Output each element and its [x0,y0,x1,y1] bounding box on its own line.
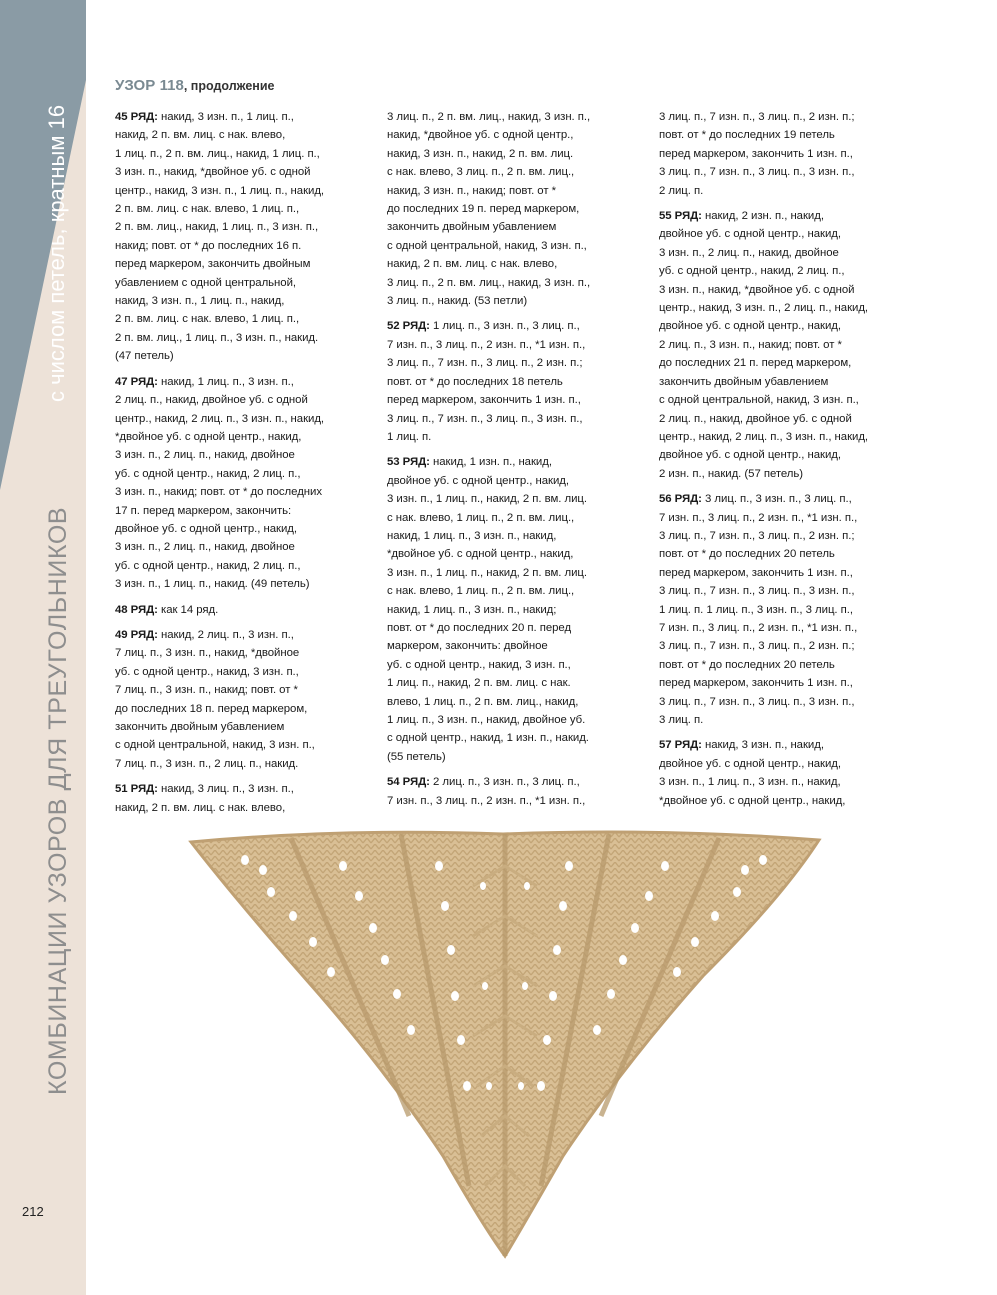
row-text: 3 лиц. п., накид. (53 петли) [387,295,528,308]
instruction-line [115,391,373,409]
row-text: накид, 2 п. вм. лиц. с нак. влево, [115,801,286,814]
instruction-line [387,582,645,600]
instruction-line [387,773,645,791]
instruction-line [115,446,373,464]
sidebar-accent-triangle [0,0,86,490]
instruction-line [659,145,917,163]
instruction-line [387,748,645,766]
row-text: 1 лиц. п. [387,430,432,443]
row-text: перед маркером, закончить 1 изн. п., [659,147,853,160]
instruction-line [387,564,645,582]
instruction-row [387,317,645,446]
row-text: 3 изн. п., 1 лиц. п., накид. (49 петель) [115,578,310,591]
row-label: 56 РЯД: [659,493,702,506]
row-text: накид, 2 лиц. п., 3 изн. п., [161,628,294,641]
row-text: 3 лиц. п., 7 изн. п., 3 лиц. п., 2 изн. п.; [659,529,855,542]
row-text: двойное уб. с одной центр., накид, [659,449,841,462]
instruction-line [387,182,645,200]
row-text: уб. с одной центр., накид, 3 изн. п., [115,665,299,678]
row-label: 55 РЯД: [659,210,702,223]
row-text: накид, 1 лиц. п., 3 изн. п., накид, [387,529,557,542]
instruction-line [115,465,373,483]
instruction-line [659,490,917,508]
instruction-line [115,601,373,619]
row-text: 3 изн. п., накид; повт. от * до последних [115,486,322,499]
instruction-line [387,601,645,619]
instruction-line [387,545,645,563]
row-text: перед маркером, закончить 1 изн. п., [387,394,581,407]
instruction-line [387,317,645,335]
row-text: накид, 2 п. вм. лиц. с нак. влево, [115,129,286,142]
instruction-line [659,619,917,637]
row-text: повт. от * до последних 18 петель [387,375,563,388]
instruction-line [387,274,645,292]
instruction-line [659,428,917,446]
instruction-line [115,575,373,593]
row-label: 52 РЯД: [387,320,430,333]
row-text: 2 лиц. п. [659,184,704,197]
instruction-line [115,182,373,200]
instruction-line [659,262,917,280]
row-text: 1 лиц. п. 1 лиц. п., 3 изн. п., 3 лиц. п., [659,603,854,616]
row-text: повт. от * до последних 20 п. перед [387,621,572,634]
instruction-row [387,773,645,810]
row-text: перед маркером, закончить 1 изн. п., [659,677,853,690]
instruction-line [659,755,917,773]
row-text: накид, 3 изн. п., накид; повт. от * [387,184,556,197]
row-text: накид, 2 п. вм. лиц. с нак. влево, [387,258,558,271]
instruction-row [659,207,917,483]
instruction-line [115,557,373,575]
row-text: уб. с одной центр., накид, 2 лиц. п., [659,265,845,278]
instruction-line [659,299,917,317]
instruction-line [115,200,373,218]
instruction-line [115,108,373,126]
instruction-line [115,255,373,273]
row-text: уб. с одной центр., накид, 3 изн. п., [387,658,571,671]
sidebar [0,0,86,1295]
instruction-line [659,527,917,545]
pattern-title [115,77,275,95]
row-text: центр., накид, 2 лиц. п., 3 изн. п., накид, [115,412,325,425]
text-column-2 [387,108,645,817]
row-text: 3 изн. п., 2 лиц. п., накид, двойное [115,541,295,554]
row-text: 3 изн. п., 1 лиц. п., 3 изн. п., накид, [659,776,841,789]
instruction-line [659,317,917,335]
instruction-line [387,218,645,236]
row-text: накид, 1 лиц. п., 3 изн. п., накид; [387,603,557,616]
row-text: двойное уб. с одной центр., накид, [659,320,841,333]
row-text: закончить двойным убавлением [659,375,829,388]
instruction-line [387,729,645,747]
row-label: 57 РЯД: [659,739,702,752]
instruction-line [115,410,373,428]
instruction-line [387,200,645,218]
row-text: (47 петель) [115,350,174,363]
instruction-line [659,674,917,692]
text-column-3 [659,108,917,817]
row-text: двойное уб. с одной центр., накид, [387,474,569,487]
instruction-line [387,527,645,545]
row-text: 3 лиц. п. [659,714,704,726]
instruction-row [659,108,917,200]
instruction-line [115,799,373,817]
instruction-row [115,108,373,366]
instruction-line [659,163,917,181]
row-text: 3 лиц. п., 7 изн. п., 3 лиц. п., 3 изн. п., [659,166,855,179]
instruction-line [659,465,917,483]
instruction-line [387,693,645,711]
instruction-row [115,373,373,594]
row-text: влево, 1 лиц. п., 2 п. вм. лиц., накид, [387,695,579,708]
instruction-line [659,108,917,126]
row-text: двойное уб. с одной центр., накид, [115,522,297,535]
row-label: 53 РЯД: [387,456,430,469]
instruction-line [115,218,373,236]
instruction-line [115,310,373,328]
instruction-line [659,564,917,582]
row-text: накид; повт. от * до последних 16 п. [115,239,302,252]
row-text: 3 изн. п., 2 лиц. п., накид, двойное [115,449,295,462]
instruction-line [659,225,917,243]
row-text: 3 лиц. п., 2 п. вм. лиц., накид, 3 изн. п., [387,276,591,289]
instruction-line [659,656,917,674]
instruction-line [659,281,917,299]
knitted-swatch-image [183,826,825,1260]
instruction-row [387,108,645,310]
instruction-line [387,354,645,372]
instruction-line [659,773,917,791]
instruction-line [659,736,917,754]
instruction-line [115,644,373,662]
page-number: 212 [22,1204,44,1219]
instruction-line [659,391,917,409]
row-text: с нак. влево, 1 лиц. п., 2 п. вм. лиц., [387,585,575,598]
row-label: 47 РЯД: [115,375,158,388]
instruction-line [115,237,373,255]
instruction-line [115,520,373,538]
row-text: накид, 3 изн. п., накид, [705,739,824,752]
instruction-line [387,509,645,527]
row-text: 3 лиц. п., 2 п. вм. лиц., накид, 3 изн. п., [387,111,591,123]
instruction-line [659,207,917,225]
row-text: 3 лиц. п., 3 изн. п., 3 лиц. п., [705,493,852,506]
row-text: (55 петель) [387,750,446,763]
row-text: перед маркером, закончить 1 изн. п., [659,566,853,579]
row-text: 3 лиц. п., 7 изн. п., 3 лиц. п., 2 изн. п.; [659,640,855,653]
row-text: с одной центральной, накид, 3 изн. п., [115,739,315,752]
row-text: 2 лиц. п., накид, двойное уб. с одной [659,412,852,425]
row-text: двойное уб. с одной центр., накид, [659,228,841,241]
instruction-line [659,354,917,372]
instruction-line [115,538,373,556]
sidebar-subtitle: с числом петель, кратным 16 [44,104,69,402]
row-text: центр., накид, 2 лиц. п., 3 изн. п., накид, [659,430,869,443]
row-text: 7 изн. п., 3 лиц. п., 2 изн. п., *1 изн. п., [659,621,858,634]
row-text: накид, 3 изн. п., 1 лиц. п., накид, [115,295,285,308]
row-text: с нак. влево, 3 лиц. п., 2 п. вм. лиц., [387,166,575,179]
instruction-row [115,626,373,773]
instruction-line [659,373,917,391]
row-text: 2 п. вм. лиц., накид, 1 лиц. п., 3 изн. п., [115,221,319,234]
row-text: закончить двойным убавлением [115,721,285,733]
row-text: до последних 19 п. перед маркером, [387,203,580,216]
row-text: 2 п. вм. лиц., 1 лиц. п., 3 изн. п., накид. [115,331,319,344]
instruction-line [115,483,373,501]
row-text: 3 изн. п., 2 лиц. п., накид, двойное [659,246,839,259]
instruction-line [387,490,645,508]
row-text: центр., накид, 3 изн. п., 1 лиц. п., накид, [115,184,325,197]
row-text: накид, *двойное уб. с одной центр., [387,129,574,142]
row-text: 1 лиц. п., 3 изн. п., накид, двойное уб. [387,714,586,726]
instruction-line [659,336,917,354]
row-text: накид, 1 изн. п., накид, [433,456,552,469]
pattern-name: УЗОР [115,77,156,94]
instruction-line [387,391,645,409]
row-text: 7 изн. п., 3 лиц. п., 2 изн. п., *1 изн. п., [387,338,586,351]
instruction-line [115,373,373,391]
row-text: 3 изн. п., 1 лиц. п., накид, 2 п. вм. лиц. [387,566,588,579]
row-text: 3 лиц. п., 7 изн. п., 3 лиц. п., 2 изн. п.; [387,357,583,370]
instruction-line [659,410,917,428]
instruction-row [387,453,645,766]
text-column-1 [115,108,373,824]
row-text: 2 п. вм. лиц. с нак. влево, 1 лиц. п., [115,203,300,216]
row-text: 3 изн. п., 1 лиц. п., накид, 2 п. вм. лиц. [387,493,588,506]
row-text: накид, 3 изн. п., накид, 2 п. вм. лиц. [387,147,574,160]
instruction-line [387,237,645,255]
row-text: закончить двойным убавлением [387,221,557,234]
row-text: 2 изн. п., накид. (57 петель) [659,467,804,480]
instruction-line [387,145,645,163]
row-text: 3 изн. п., накид, *двойное уб. с одной [659,283,855,296]
instruction-line [115,274,373,292]
instruction-line [115,329,373,347]
instruction-line [387,336,645,354]
row-label: 51 РЯД: [115,783,158,796]
row-text: повт. от * до последних 20 петель [659,658,835,671]
instruction-line [659,693,917,711]
row-text: 3 лиц. п., 7 изн. п., 3 лиц. п., 2 изн. п.; [659,111,855,123]
row-text: 2 лиц. п., 3 изн. п., накид; повт. от * [659,338,842,351]
instruction-line [659,446,917,464]
instruction-line [659,601,917,619]
row-label: 45 РЯД: [115,111,158,123]
instruction-line [387,619,645,637]
row-text: 7 лиц. п., 3 изн. п., 2 лиц. п., накид. [115,757,299,770]
row-text: 3 изн. п., накид, *двойное уб. с одной [115,166,311,179]
pattern-number: 118 [159,77,184,94]
instruction-line [387,126,645,144]
instruction-line [387,656,645,674]
row-text: маркером, закончить: двойное [387,640,548,653]
instruction-line [387,108,645,126]
row-text: *двойное уб. с одной центр., накид, [387,548,574,561]
instruction-row [659,736,917,810]
row-text: повт. от * до последних 20 петель [659,548,835,561]
row-text: накид, 3 лиц. п., 3 изн. п., [161,783,294,796]
row-text: 1 лиц. п., 3 изн. п., 3 лиц. п., [433,320,580,333]
instruction-line [115,145,373,163]
instruction-line [659,244,917,262]
instruction-line [387,792,645,810]
sidebar-chapter-title: КОМБИНАЦИИ УЗОРОВ ДЛЯ ТРЕУГОЛЬНИКОВ [44,506,72,1095]
row-text: 2 лиц. п., 3 изн. п., 3 лиц. п., [433,776,580,789]
instruction-line [387,255,645,273]
instruction-line [659,637,917,655]
instruction-line [387,410,645,428]
instruction-line [387,453,645,471]
instruction-line [115,126,373,144]
pattern-continuation: , продолжение [183,79,275,93]
instruction-line [387,373,645,391]
instruction-line [659,711,917,729]
instruction-line [115,163,373,181]
instruction-line [659,509,917,527]
row-text: повт. от * до последних 19 петель [659,129,835,142]
row-text: двойное уб. с одной центр., накид, [659,757,841,770]
row-text: 17 п. перед маркером, закончить: [115,504,292,517]
row-text: накид, 1 лиц. п., 3 изн. п., [161,375,294,388]
instruction-line [115,736,373,754]
row-text: с одной центральной, накид, 3 изн. п., [659,394,859,407]
row-text: 7 лиц. п., 3 изн. п., накид, *двойное [115,647,300,660]
row-text: накид, 3 изн. п., 1 лиц. п., [161,111,294,123]
instruction-line [387,637,645,655]
row-text: до последних 18 п. перед маркером, [115,702,308,715]
row-text: *двойное уб. с одной центр., накид, [659,794,846,807]
row-text: с нак. влево, 1 лиц. п., 2 п. вм. лиц., [387,511,575,524]
row-text: 3 лиц. п., 7 изн. п., 3 лиц. п., 3 изн. п., [659,585,855,598]
instruction-line [115,428,373,446]
instruction-line [115,700,373,718]
instruction-line [115,718,373,736]
row-text: 1 лиц. п., 2 п. вм. лиц., накид, 1 лиц. п., [115,147,320,160]
row-label: 49 РЯД: [115,628,158,641]
row-text: убавлением с одной центральной, [115,276,297,289]
instruction-row [115,601,373,619]
row-text: 3 лиц. п., 7 изн. п., 3 лиц. п., 3 изн. п., [659,695,855,708]
row-text: с одной центр., накид, 1 изн. п., накид. [387,732,589,745]
row-text: перед маркером, закончить двойным [115,258,311,271]
instruction-line [387,711,645,729]
row-text: 7 лиц. п., 3 изн. п., накид; повт. от * [115,684,298,697]
row-text: с одной центральной, накид, 3 изн. п., [387,239,587,252]
instruction-row [659,490,917,729]
row-text: 1 лиц. п., накид, 2 п. вм. лиц. с нак. [387,677,571,690]
row-text: уб. с одной центр., накид, 2 лиц. п., [115,559,301,572]
row-text: как 14 ряд. [161,603,219,616]
row-text: *двойное уб. с одной центр., накид, [115,430,302,443]
instruction-line [387,674,645,692]
instruction-line [115,502,373,520]
instruction-line [659,182,917,200]
instruction-line [115,780,373,798]
instruction-line [115,347,373,365]
row-text: 2 п. вм. лиц. с нак. влево, 1 лиц. п., [115,313,300,326]
instruction-line [659,126,917,144]
row-label: 48 РЯД: [115,603,158,616]
instruction-line [659,545,917,563]
row-text: уб. с одной центр., накид, 2 лиц. п., [115,467,301,480]
instruction-line [387,163,645,181]
row-text: 3 лиц. п., 7 изн. п., 3 лиц. п., 3 изн. п., [387,412,583,425]
instruction-line [115,663,373,681]
instruction-line [387,472,645,490]
instruction-line [115,681,373,699]
row-text: 2 лиц. п., накид, двойное уб. с одной [115,394,308,407]
row-text: накид, 2 изн. п., накид, [705,210,824,223]
instruction-line [115,626,373,644]
instruction-line [115,755,373,773]
instruction-line [387,428,645,446]
row-text: до последних 21 п. перед маркером, [659,357,852,370]
row-text: 7 изн. п., 3 лиц. п., 2 изн. п., *1 изн. п., [387,794,586,807]
instruction-line [659,582,917,600]
instruction-line [659,792,917,810]
row-text: 7 изн. п., 3 лиц. п., 2 изн. п., *1 изн. п., [659,511,858,524]
instruction-row [115,780,373,817]
row-label: 54 РЯД: [387,776,430,789]
row-text: центр., накид, 3 изн. п., 2 лиц. п., накид, [659,302,869,315]
instruction-line [387,292,645,310]
instruction-line [115,292,373,310]
